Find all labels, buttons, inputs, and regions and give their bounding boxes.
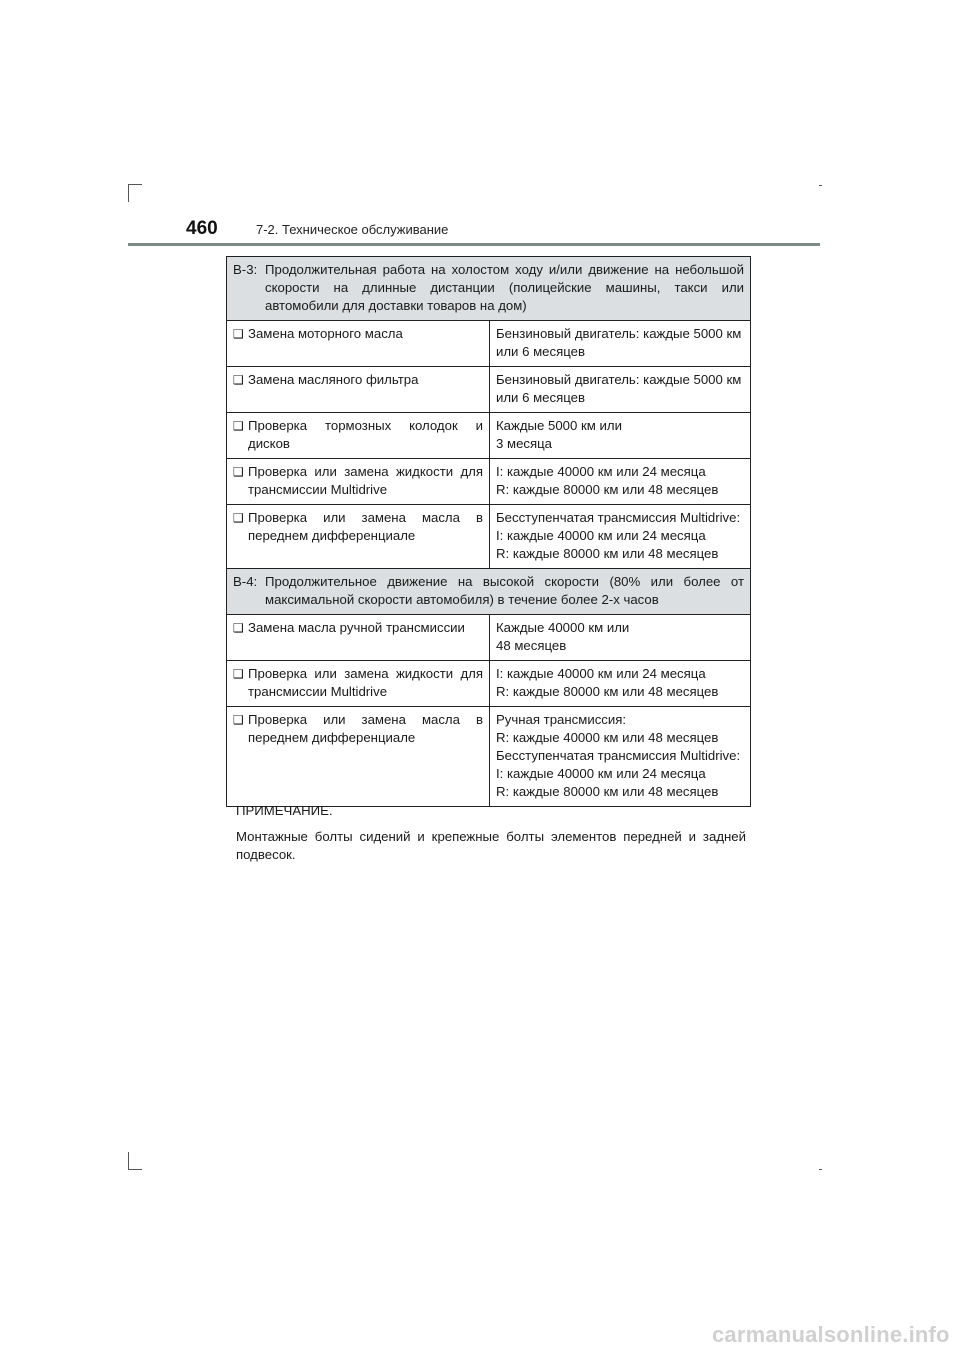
- group-code: B-4:: [233, 574, 258, 589]
- item-cell: [227, 707, 490, 807]
- group-title: Продолжительное движение на высокой скорости (80% или более от максимальной скорости автомобиля) в течение более 2-х часов: [265, 574, 745, 607]
- interval-line: Бесступенчатая трансмиссия Multidrive:: [496, 510, 741, 525]
- group-code: B-3:: [233, 262, 258, 277]
- item-cell: [227, 321, 490, 367]
- checkbox-icon: ❑: [233, 465, 244, 479]
- item-cell: [227, 459, 490, 505]
- interval-line: Каждые 40000 км или: [496, 620, 630, 635]
- interval-cell: [490, 661, 751, 707]
- checkbox-icon: ❑: [233, 511, 244, 525]
- group-title: Продолжительная работа на холостом ходу и/или движение на небольшой скорости на длинные дистанции (полицейские машины, такси или автомобили для доставки товаров на дом): [265, 262, 745, 313]
- table-row: [227, 615, 751, 661]
- group-header: [227, 569, 751, 615]
- interval-line: I: каждые 40000 км или 24 месяца: [496, 766, 706, 781]
- item-cell: [227, 505, 490, 569]
- interval-line: Бесступенчатая трансмиссия Multidrive:: [496, 748, 741, 763]
- section-title: 7-2. Техническое обслуживание: [256, 222, 449, 237]
- interval-cell: [490, 459, 751, 505]
- table-row: [227, 459, 751, 505]
- interval-line: 3 месяца: [496, 436, 553, 451]
- group-header: [227, 257, 751, 321]
- interval-line: I: каждые 40000 км или 24 месяца: [496, 666, 706, 681]
- item-cell: [227, 367, 490, 413]
- interval-line: Бензиновый двигатель: каждые 5000 км: [496, 372, 742, 387]
- header-rule: [128, 243, 820, 246]
- crop-mark-top-right: [819, 185, 822, 186]
- table-row: [227, 367, 751, 413]
- checkbox-icon: ❑: [233, 667, 244, 681]
- interval-line: Ручная трансмиссия:: [496, 712, 627, 727]
- table-row: [227, 321, 751, 367]
- interval-line: Бензиновый двигатель: каждые 5000 км: [496, 326, 742, 341]
- watermark-logo: carmanualsonline.info: [712, 1322, 950, 1347]
- item-text: Проверка или замена жидкости для трансмиссии Multidrive: [248, 464, 483, 497]
- item-cell: [227, 661, 490, 707]
- checkbox-icon: ❑: [233, 621, 244, 635]
- interval-cell: [490, 707, 751, 807]
- crop-mark-top-left-h: [128, 184, 142, 185]
- table-row: [227, 413, 751, 459]
- note-heading: ПРИМЕЧАНИЕ.: [236, 803, 333, 818]
- group-header-row: [227, 569, 751, 615]
- checkbox-icon: ❑: [233, 713, 244, 727]
- interval-line: R: каждые 80000 км или 48 месяцев: [496, 482, 719, 497]
- interval-line: или 6 месяцев: [496, 390, 585, 405]
- crop-mark-bottom-right: [819, 1169, 822, 1170]
- interval-cell: [490, 413, 751, 459]
- item-text: Замена масляного фильтра: [248, 372, 419, 387]
- interval-cell: [490, 367, 751, 413]
- interval-line: 48 месяцев: [496, 638, 567, 653]
- item-text: Проверка или замена масла в переднем дифференциале: [248, 510, 483, 543]
- interval-line: или 6 месяцев: [496, 344, 585, 359]
- item-cell: [227, 413, 490, 459]
- interval-line: Каждые 5000 км или: [496, 418, 622, 433]
- group-header-row: [227, 257, 751, 321]
- interval-line: I: каждые 40000 км или 24 месяца: [496, 528, 706, 543]
- table-row: [227, 661, 751, 707]
- crop-mark-top-left-v: [128, 184, 129, 202]
- interval-line: R: каждые 80000 км или 48 месяцев: [496, 546, 719, 561]
- interval-line: R: каждые 40000 км или 48 месяцев: [496, 730, 719, 745]
- item-cell: [227, 615, 490, 661]
- interval-line: R: каждые 80000 км или 48 месяцев: [496, 684, 719, 699]
- crop-mark-bottom-left-h: [128, 1169, 142, 1170]
- page-number: 460: [186, 218, 218, 239]
- crop-mark-bottom-left-v: [128, 1152, 129, 1170]
- maintenance-table: [226, 256, 751, 807]
- interval-cell: [490, 321, 751, 367]
- item-text: Проверка тормозных колодок и дисков: [248, 418, 483, 451]
- interval-cell: [490, 505, 751, 569]
- note-text: Монтажные болты сидений и крепежные болты элементов передней и задней подвесок.: [236, 829, 746, 862]
- checkbox-icon: ❑: [233, 419, 244, 433]
- item-text: Проверка или замена жидкости для трансмиссии Multidrive: [248, 666, 483, 699]
- interval-cell: [490, 615, 751, 661]
- checkbox-icon: ❑: [233, 327, 244, 341]
- item-text: Замена масла ручной трансмиссии: [248, 620, 465, 635]
- item-text: Проверка или замена масла в переднем дифференциале: [248, 712, 483, 745]
- table-row: [227, 505, 751, 569]
- table-row: [227, 707, 751, 807]
- interval-line: I: каждые 40000 км или 24 месяца: [496, 464, 706, 479]
- item-text: Замена моторного масла: [248, 326, 403, 341]
- interval-line: R: каждые 80000 км или 48 месяцев: [496, 784, 719, 799]
- checkbox-icon: ❑: [233, 373, 244, 387]
